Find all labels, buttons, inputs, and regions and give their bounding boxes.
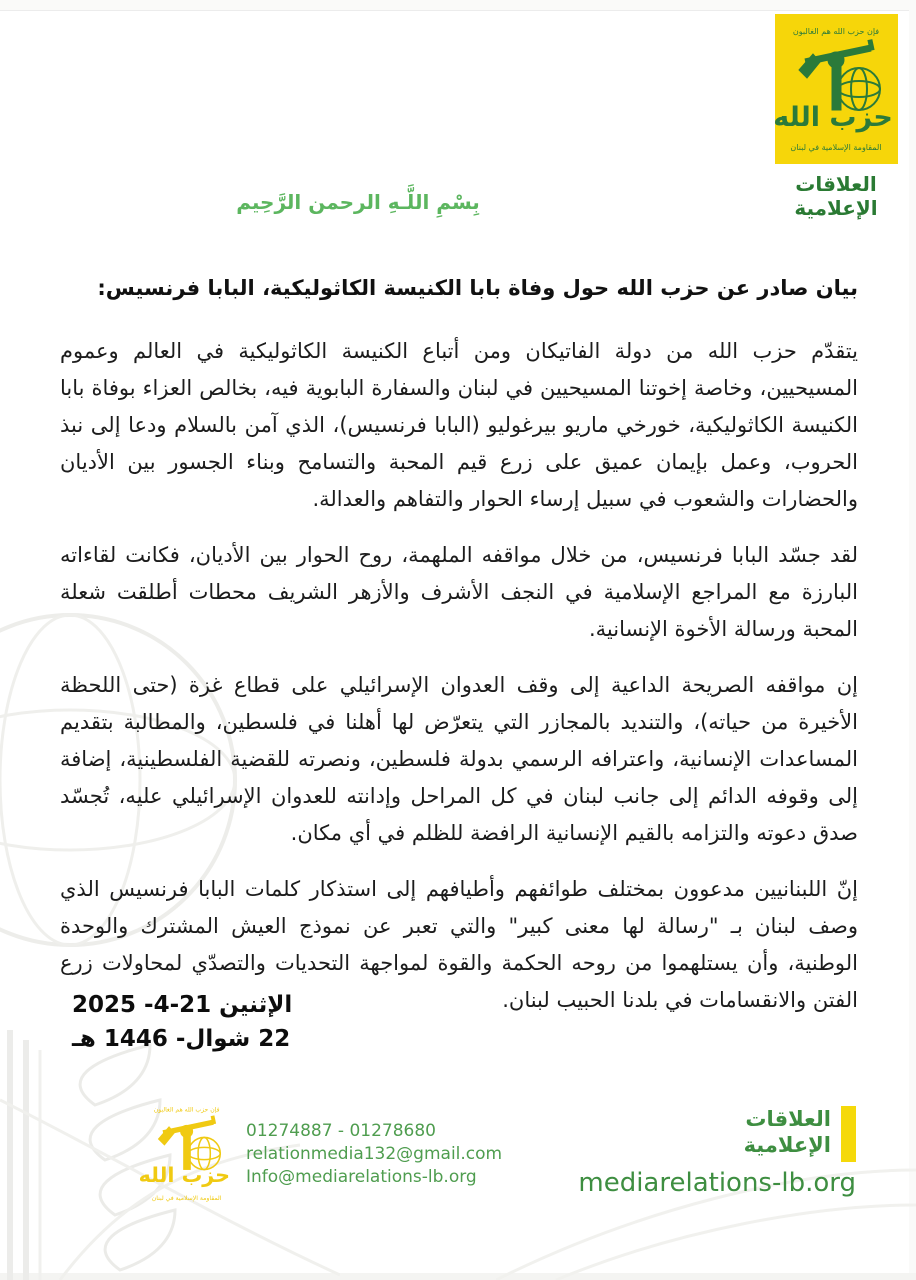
statement-date [72, 988, 352, 1056]
media-relations-label: العلاقات الإعلامية [794, 172, 878, 220]
footer-email-gmail: relationmedia132@gmail.com [246, 1144, 503, 1164]
footer-contact-block [246, 1120, 502, 1189]
hezbollah-logo [775, 14, 898, 164]
scan-edge-right [909, 0, 916, 1280]
footer-yellow-bar [841, 1106, 856, 1162]
date-hijri: 22 شوال- 1446 هـ [72, 1026, 291, 1052]
footer-media-relations-mark [740, 1106, 856, 1162]
statement-body [60, 276, 858, 1038]
footer-label-line1: العلاقات [745, 1107, 831, 1131]
footer-media-relations-label [740, 1106, 831, 1158]
logo-bottom-script: المقاومة الإسلامية في لبنان [790, 143, 882, 152]
statement-paragraph-4: إنّ اللبنانيين مدعوون بمختلف طوائفهم وأطيافهم إلى استذكار كلمات البابا فرنسيس الذي وصف لبنان بـ "رسالة لها معنى كبير" والتي تعبر عن نموذج العيش المشترك والوحدة الوطنية، وأن يستلهموا من روحه الحكمة والقوة لمواجهة التحديات والتصدّي لمحاولات زرع الفتن والانقسامات في بلدنا الحبيب لبنان. [60, 877, 858, 1012]
statement-paragraph-3: إن مواقفه الصريحة الداعية إلى وقف العدوان الإسرائيلي على قطاع غزة (حتى اللحظة الأخيرة من حياته)، والتنديد بالمجازر التي يتعرّض لها أهلنا في فلسطين، والمطالبة بتقديم المساعدات الإنسانية، واعترافه الرسمي بدولة فلسطين، ونصرته للقضية الفلسطينية، إضافة إلى وقوفه الدائم إلى جانب لبنان في كل المراحل وإدانته للعدوان الإسرائيلي عليه، تُجسّد صدق دعوته والتزامه بالقيم الإنسانية الرافضة للظلم في أي مكان. [60, 673, 858, 845]
bismillah-text: بِسْمِ اللَّـهِ الرحمن الرَّحِيم [236, 190, 480, 214]
scan-edge-top [0, 0, 916, 11]
logo-top-script: فإن حزب الله هم الغالبون [792, 27, 880, 36]
footer-logo-bottom-script: المقاومة الإسلامية في لبنان [151, 1195, 222, 1203]
footer-logo-top-script: فإن حزب الله هم الغالبون [153, 1106, 220, 1114]
statement-paragraph-1: يتقدّم حزب الله من دولة الفاتيكان ومن أتباع الكنيسة الكاثوليكية في العالم وعموم المسيحيين، وخاصة إخوتنا المسيحيين في لبنان والسفارة البابوية فيه، بخالص العزاء بوفاة بابا الكنيسة الكاثوليكية، خورخي ماريو بيرغوليو (البابا فرنسيس)، الذي آمن بالسلام ودعا إلى نبذ الحروب، وعمل بإيمان عميق على زرع قيم المحبة والتسامح وبناء الجسور بين الأديان والحضارات والشعوب في سبيل إرساء الحوار والتفاهم والعدالة. [60, 339, 858, 511]
statement-paragraph-2: لقد جسّد البابا فرنسيس، من خلال مواقفه الملهمة، روح الحوار بين الأديان، فكانت لقاءاته البارزة مع المراجع الإسلامية في النجف الأشرف والأزهر الشريف محطات أطلقت شعلة المحبة ورسالة الأخوة الإنسانية. [60, 543, 858, 641]
date-gregorian: الإثنين 21-4- 2025 [72, 992, 293, 1018]
footer-phone: 01274887 - 01278680 [246, 1121, 436, 1141]
scan-edge-bottom [0, 1273, 916, 1280]
footer-hezbollah-logo [140, 1096, 234, 1203]
logo-calligraphy: حزب الله [775, 102, 893, 133]
footer-email-info: Info@mediarelations-lb.org [246, 1167, 477, 1187]
footer-logo-calligraphy: حزب الله [140, 1162, 230, 1187]
statement-title: بيان صادر عن حزب الله حول وفاة بابا الكنيسة الكاثوليكية، البابا فرنسيس: [97, 276, 858, 300]
footer-website: mediarelations-lb.org [578, 1168, 856, 1198]
footer-label-line2: الإعلامية [743, 1133, 831, 1157]
